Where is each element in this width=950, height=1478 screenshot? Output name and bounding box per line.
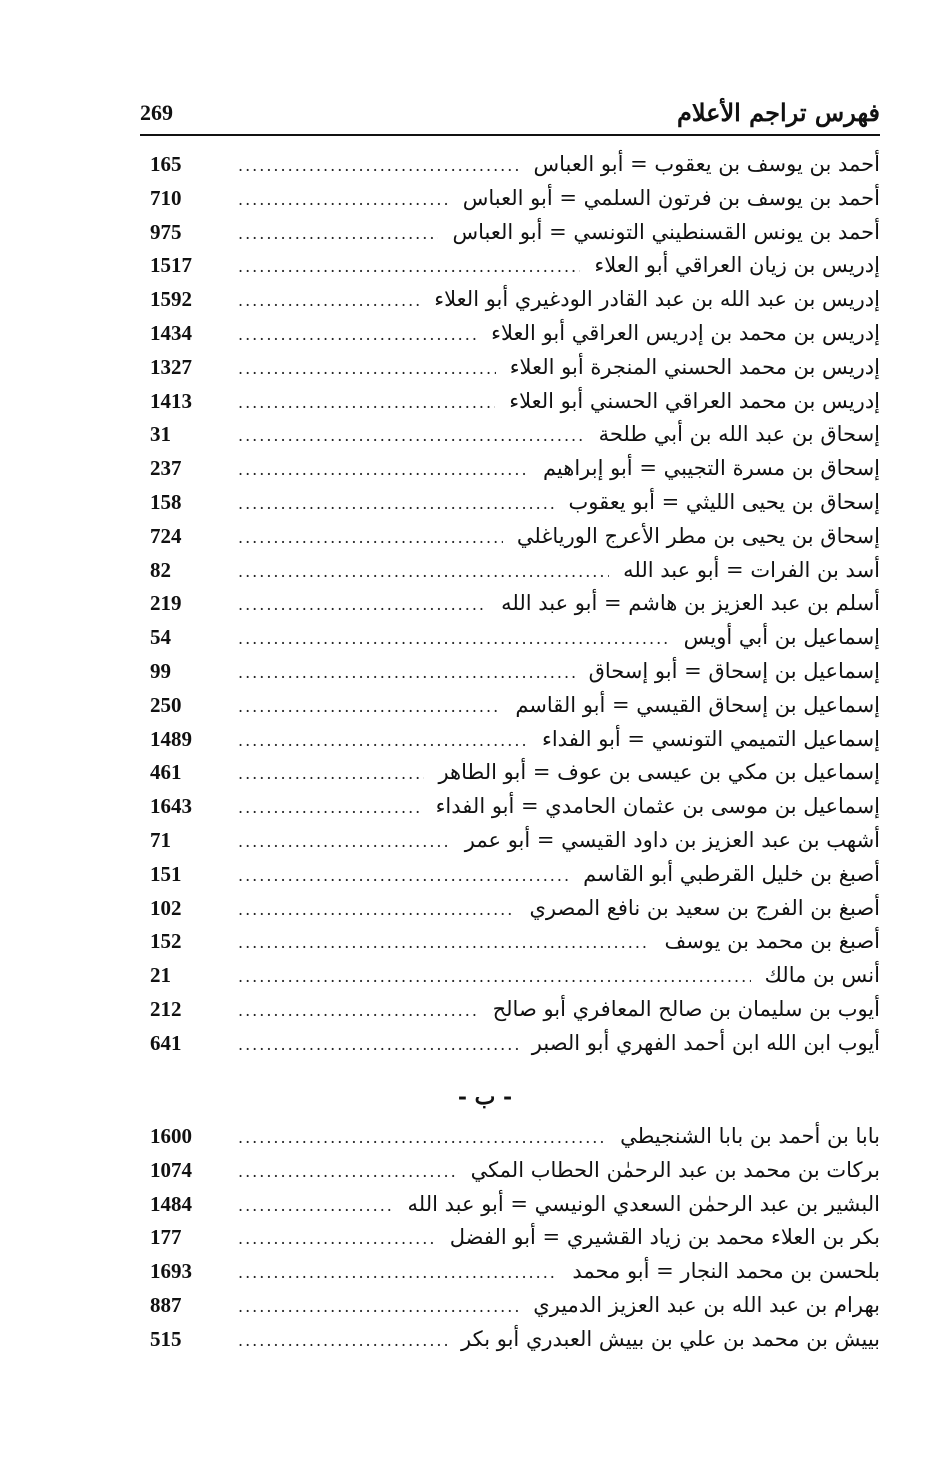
entry-name: بلحسن بن محمد النجار = أبو محمد (572, 1259, 880, 1284)
index-entry (150, 892, 880, 926)
dot-leader (238, 1290, 519, 1324)
entry-page-number: 250 (150, 692, 182, 717)
index-entry (150, 1323, 880, 1357)
index-entry (150, 1120, 880, 1154)
index-entry (150, 249, 880, 283)
entry-page-number: 887 (150, 1292, 182, 1317)
index-entry (150, 182, 880, 216)
entry-name: البشير بن عبد الرحمٰن السعدي الونيسي = أبو عبد الله (407, 1191, 880, 1216)
index-entry (150, 351, 880, 385)
index-entry (150, 790, 880, 824)
dot-leader (238, 250, 580, 284)
dot-leader (238, 521, 503, 555)
entry-page-number: 724 (150, 523, 182, 548)
entry-page-number: 165 (150, 152, 182, 176)
index-entry (150, 993, 880, 1027)
entry-page-number: 975 (150, 219, 182, 244)
dot-leader (238, 149, 520, 183)
entry-name: إسماعيل بن موسى بن عثمان الحامدي = أبو الفداء (435, 794, 880, 819)
entry-page-number: 177 (150, 1225, 182, 1250)
dot-leader (238, 690, 501, 724)
index-entry (150, 1027, 880, 1061)
entry-name: أيوب بن سليمان بن صالح المعافري أبو صالح (492, 996, 880, 1021)
entry-name: إسحاق بن يحيى الليثي = أبو يعقوب (568, 489, 880, 514)
entry-page-number: 1074 (150, 1157, 192, 1182)
dot-leader (238, 859, 569, 893)
dot-leader (238, 1222, 436, 1256)
entry-page-number: 54 (150, 625, 171, 650)
dot-leader (238, 1189, 394, 1223)
dot-leader (238, 183, 449, 217)
entry-name: أيوب ابن الله ابن أحمد الفهري أبو الصبر (531, 1030, 880, 1055)
index-entry (150, 418, 880, 452)
index-entry (150, 283, 880, 317)
dot-leader (238, 487, 554, 521)
index-entry (150, 216, 880, 250)
entry-name: أحمد بن يونس القسنطيني التونسي = أبو العباس (452, 219, 880, 244)
index-entry (150, 1154, 880, 1188)
entry-page-number: 151 (150, 861, 182, 886)
entry-name: أحمد بن يوسف بن يعقوب = أبو العباس (533, 152, 880, 176)
page-header (140, 92, 880, 132)
entry-page-number: 1693 (150, 1259, 192, 1284)
index-entry (150, 554, 880, 588)
dot-leader (238, 926, 650, 960)
dot-leader (238, 757, 424, 791)
entry-name: أسلم بن عبد العزيز بن هاشم = أبو عبد الله (501, 591, 880, 616)
page-title: فهرس تراجم الأعلام (676, 98, 880, 127)
index-entry (150, 1289, 880, 1323)
entry-name: إسحاق بن يحيى بن مطر الأعرج الورياغلي (516, 523, 880, 548)
dot-leader (238, 453, 529, 487)
dot-leader (238, 284, 420, 318)
entry-page-number: 1484 (150, 1191, 192, 1216)
dot-leader (238, 893, 515, 927)
entry-name: بهرام بن عبد الله بن عبد العزيز الدميري (533, 1292, 880, 1317)
entry-page-number: 99 (150, 658, 171, 683)
entry-name: إدريس بن محمد بن إدريس العراقي أبو العلاء (491, 320, 880, 345)
index-entry (150, 621, 880, 655)
index-entry (150, 925, 880, 959)
index-entry (150, 452, 880, 486)
dot-leader (238, 555, 609, 589)
entry-name: أصبغ بن محمد بن يوسف (664, 929, 880, 954)
index-entry (150, 486, 880, 520)
entry-page-number: 1434 (150, 320, 192, 345)
dot-leader (238, 419, 585, 453)
entry-page-number: 1592 (150, 287, 192, 312)
entry-name: إدريس بن محمد العراقي الحسني أبو العلاء (509, 388, 880, 413)
index-entry (150, 317, 880, 351)
dot-leader (238, 1256, 558, 1290)
entry-page-number: 1643 (150, 794, 192, 819)
entry-name: إدريس بن محمد الحسني المنجرة أبو العلاء (509, 354, 880, 379)
index-entry (150, 655, 880, 689)
entry-name: إسماعيل التميمي التونسي = أبو الفداء (541, 726, 880, 751)
dot-leader (238, 825, 451, 859)
index-list-alif (150, 148, 880, 1061)
dot-leader (238, 1121, 606, 1155)
entry-page-number: 152 (150, 929, 182, 954)
index-entry (150, 689, 880, 723)
index-entry (150, 1221, 880, 1255)
entry-name: إسماعيل بن مكي بن عيسى بن عوف = أبو الطاهر (438, 760, 880, 785)
entry-page-number: 102 (150, 895, 182, 920)
entry-name: إسماعيل بن إسحاق = أبو إسحاق (588, 658, 880, 683)
entry-page-number: 461 (150, 760, 182, 785)
index-entry (150, 1255, 880, 1289)
section-heading-ba: - ب - (457, 1084, 513, 1110)
dot-leader (238, 217, 438, 251)
entry-name: إسماعيل بن أبي أويس (683, 625, 880, 650)
dot-leader (238, 994, 479, 1028)
entry-name: إسماعيل بن إسحاق القيسي = أبو القاسم (515, 692, 880, 717)
entry-page-number: 515 (150, 1326, 182, 1351)
dot-leader (238, 622, 670, 656)
index-entry (150, 756, 880, 790)
entry-page-number: 212 (150, 996, 182, 1021)
entry-name: بييش بن محمد بن علي بن بييش العبدري أبو بكر (461, 1326, 880, 1351)
entry-name: أشهب بن عبد العزيز بن داود القيسي = أبو عمر (464, 827, 880, 852)
entry-name: أنس بن مالك (764, 963, 880, 988)
entry-page-number: 1600 (150, 1124, 192, 1148)
dot-leader (238, 1028, 518, 1062)
entry-page-number: 641 (150, 1030, 182, 1055)
entry-page-number: 1327 (150, 354, 192, 379)
index-entry (150, 824, 880, 858)
page-number: 269 (140, 100, 173, 125)
dot-leader (238, 352, 496, 386)
entry-page-number: 31 (150, 422, 171, 447)
entry-name: أحمد بن يوسف بن فرتون السلمي = أبو العباس (462, 185, 880, 210)
entry-page-number: 1413 (150, 388, 192, 413)
entry-name: أصبغ بن الفرج بن سعيد بن نافع المصري (529, 895, 880, 920)
entry-name: أصبغ بن خليل القرطبي أبو القاسم (583, 861, 880, 886)
index-entry (150, 959, 880, 993)
entry-name: بابا بن أحمد بن بابا الشنجيطي (620, 1124, 880, 1148)
index-list-ba (150, 1120, 880, 1357)
entry-name: إدريس بن زيان العراقي أبو العلاء (594, 253, 880, 278)
entry-page-number: 82 (150, 557, 171, 582)
entry-name: بكر بن العلاء محمد بن زياد القشيري = أبو الفضل (449, 1225, 880, 1250)
header-rule (140, 134, 880, 136)
entry-page-number: 237 (150, 456, 182, 481)
dot-leader (238, 588, 487, 622)
dot-leader (238, 1324, 447, 1358)
index-entry (150, 587, 880, 621)
dot-leader (238, 960, 751, 994)
entry-page-number: 158 (150, 489, 182, 514)
index-entry (150, 520, 880, 554)
entry-name: إدريس بن عبد الله بن عبد القادر الودغيري أبو العلاء (434, 287, 880, 312)
entry-page-number: 71 (150, 827, 171, 852)
dot-leader (238, 1155, 457, 1189)
entry-name: بركات بن محمد بن عبد الرحمٰن الحطاب المكي (470, 1157, 880, 1182)
index-entry (150, 858, 880, 892)
entry-name: أسد بن الفرات = أبو عبد الله (623, 557, 880, 582)
entry-name: إسحاق بن مسرة التجيبي = أبو إبراهيم (542, 456, 880, 481)
entry-page-number: 1489 (150, 726, 192, 751)
dot-leader (238, 386, 495, 420)
index-entry (150, 1188, 880, 1222)
dot-leader (238, 656, 575, 690)
index-entry (150, 723, 880, 757)
index-entry (150, 148, 880, 182)
entry-name: إسحاق بن عبد الله بن أبي طلحة (598, 422, 880, 447)
entry-page-number: 219 (150, 591, 182, 616)
dot-leader (238, 318, 477, 352)
entry-page-number: 1517 (150, 253, 192, 278)
dot-leader (238, 724, 528, 758)
index-entry (150, 385, 880, 419)
entry-page-number: 710 (150, 185, 182, 210)
entry-page-number: 21 (150, 963, 171, 988)
dot-leader (238, 791, 422, 825)
